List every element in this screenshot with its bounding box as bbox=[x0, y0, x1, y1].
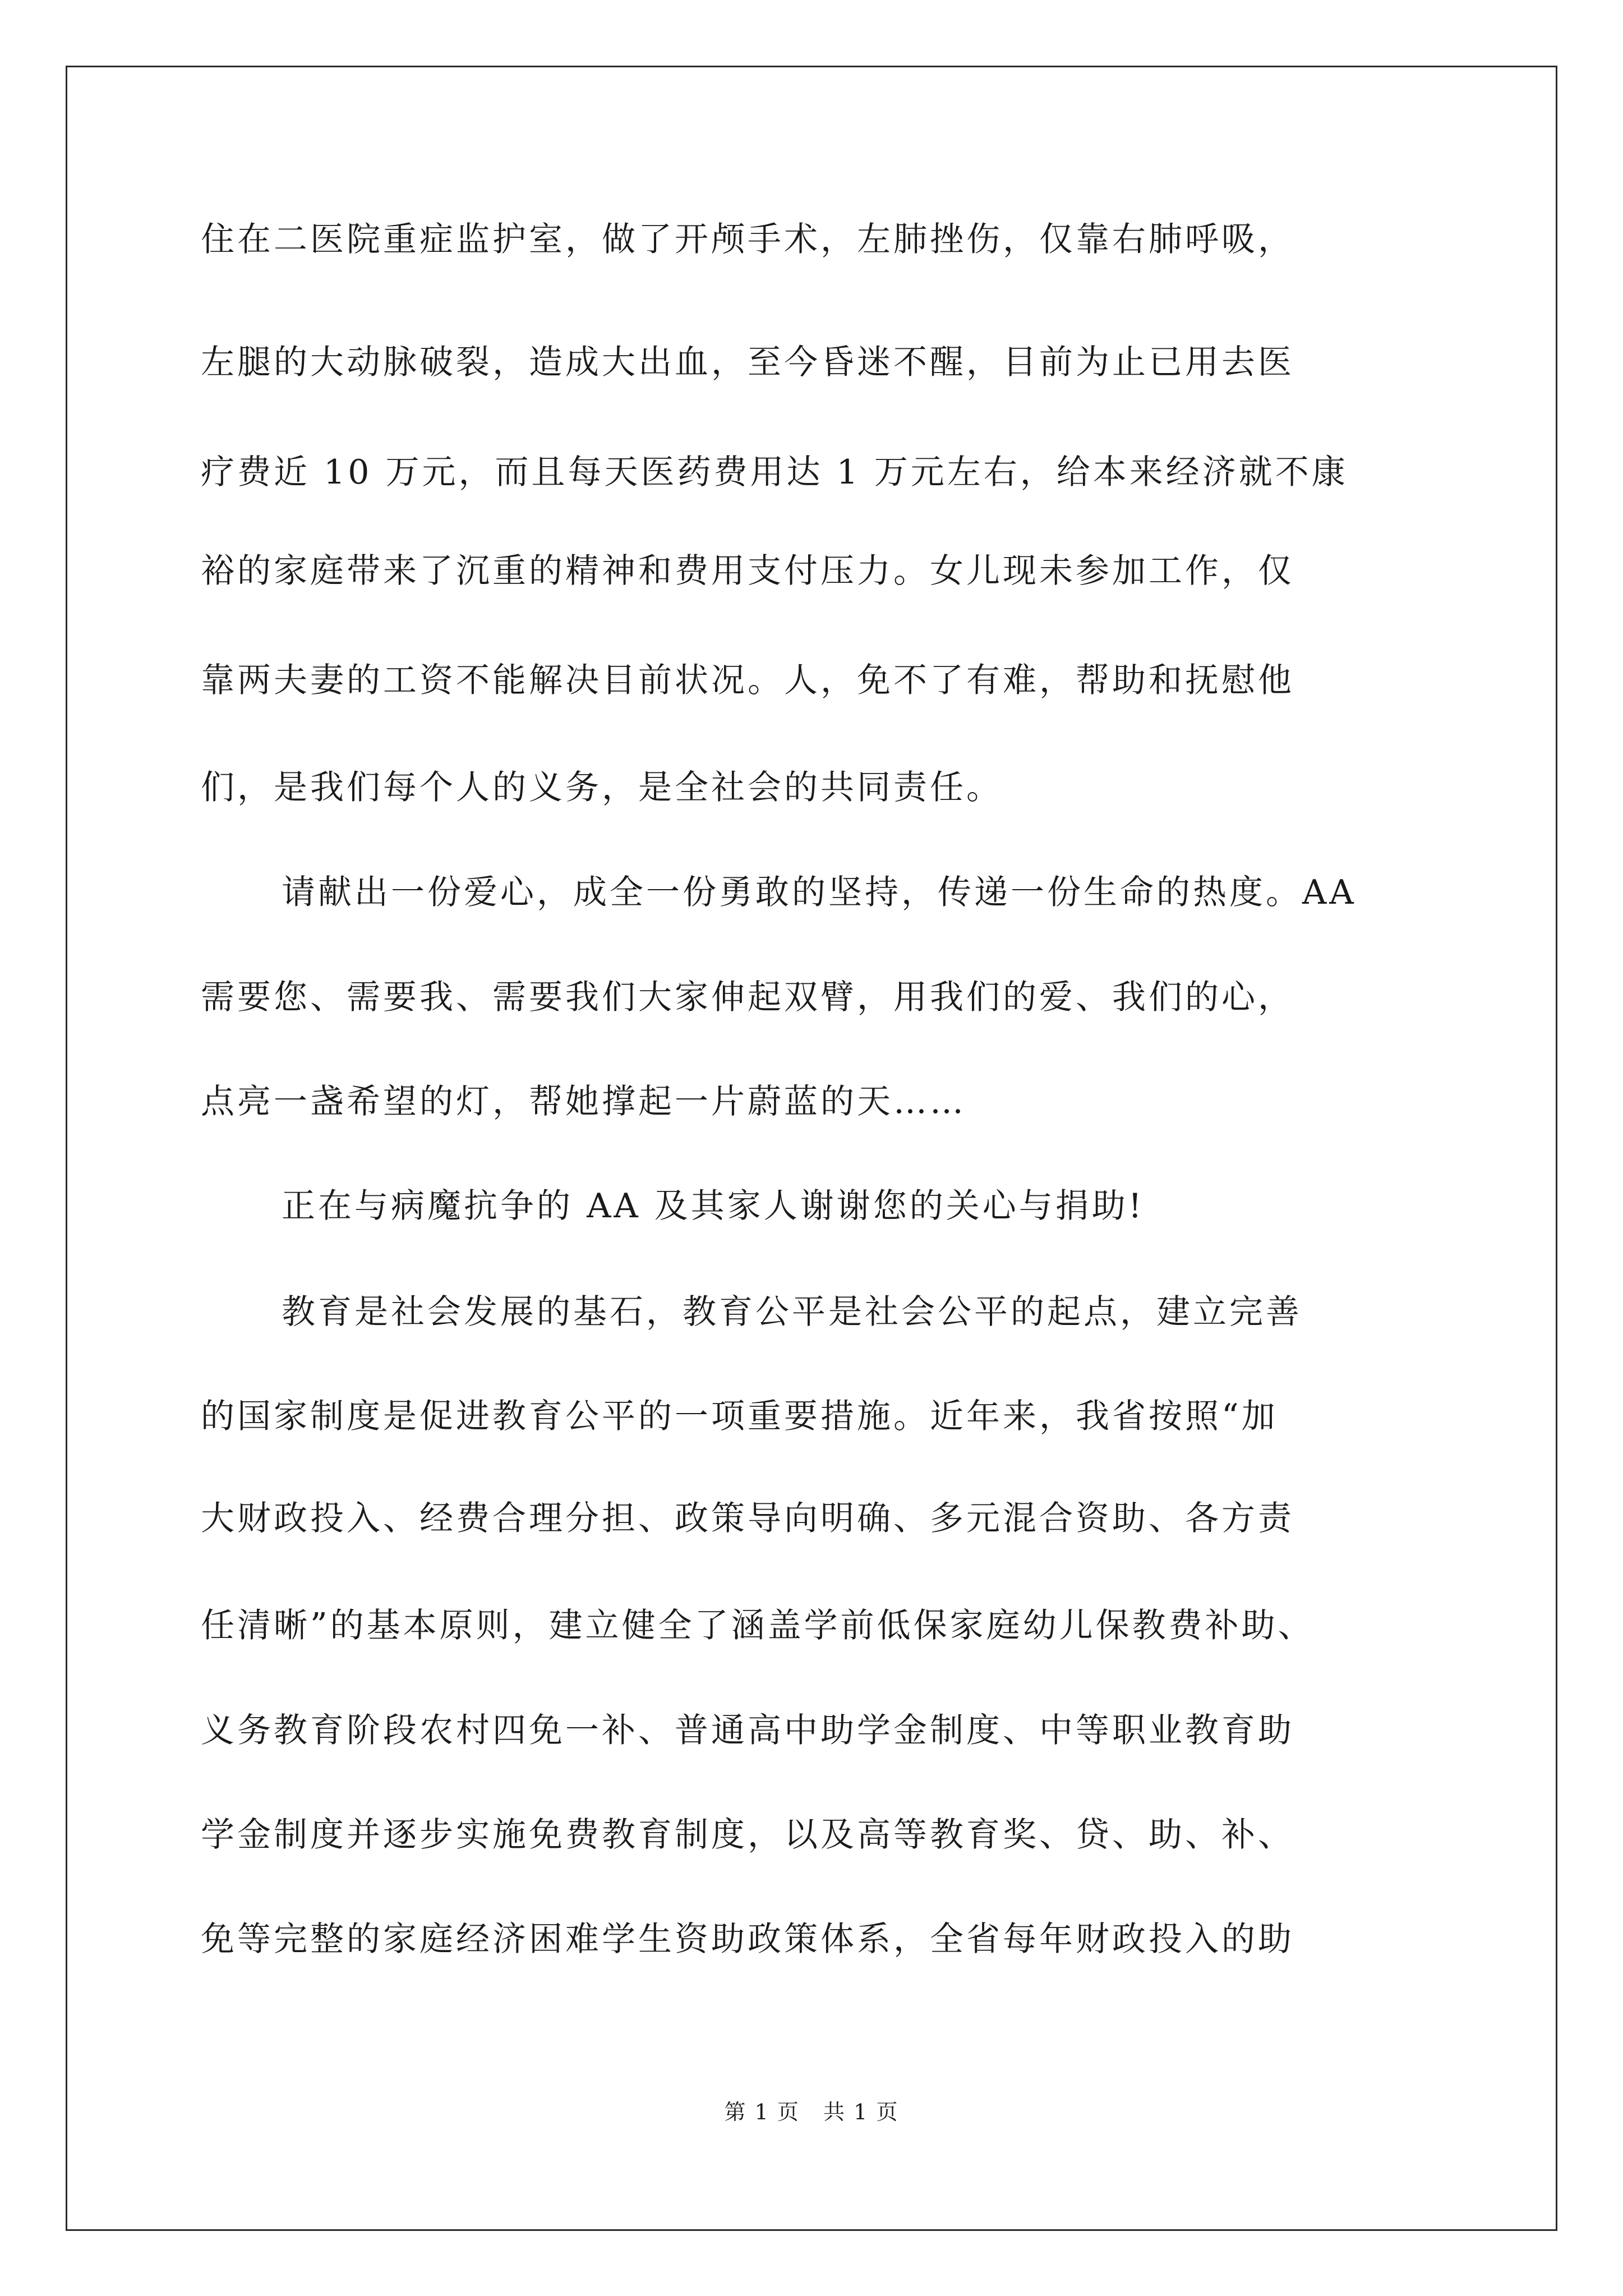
text-line: 需要您、需要我、需要我们大家伸起双臂，用我们的爱、我们的心， bbox=[201, 978, 1294, 1017]
text-line: 免等完整的家庭经济困难学生资助政策体系，全省每年财政投入的助 bbox=[201, 1920, 1294, 1959]
text-line: 的国家制度是促进教育公平的一项重要措施。近年来，我省按照“加 bbox=[201, 1397, 1278, 1436]
text-line: 裕的家庭带来了沉重的精神和费用支付压力。女儿现未参加工作，仅 bbox=[201, 551, 1294, 591]
text-line: 学金制度并逐步实施免费教育制度，以及高等教育奖、贷、助、补、 bbox=[201, 1815, 1294, 1855]
text-line: 任清晰”的基本原则，建立健全了涵盖学前低保家庭幼儿保教费补助、 bbox=[201, 1606, 1315, 1645]
text-line: 住在二医院重症监护室，做了开颅手术，左肺挫伤，仅靠右肺呼吸， bbox=[201, 220, 1294, 259]
text-line: 们，是我们每个人的义务，是全社会的共同责任。 bbox=[201, 768, 1003, 807]
page-border bbox=[66, 66, 1557, 2231]
text-line: 大财政投入、经费合理分担、政策导向明确、多元混合资助、各方责 bbox=[201, 1499, 1294, 1538]
text-line: 疗费近 10 万元，而且每天医药费用达 1 万元左右，给本来经济就不康 bbox=[201, 453, 1348, 492]
text-line: 教育是社会发展的基石，教育公平是社会公平的起点，建立完善 bbox=[282, 1292, 1302, 1332]
text-line: 请献出一份爱心，成全一份勇敢的坚持，传递一份生命的热度。AA bbox=[282, 873, 1357, 912]
text-line: 正在与病魔抗争的 AA 及其家人谢谢您的关心与捐助! bbox=[282, 1186, 1145, 1226]
text-line: 点亮一盏希望的灯，帮她撑起一片蔚蓝的天…… bbox=[201, 1082, 966, 1121]
page-footer: 第 1 页 共 1 页 bbox=[724, 2100, 899, 2124]
text-line: 靠两夫妻的工资不能解决目前状况。人，免不了有难，帮助和抚慰他 bbox=[201, 661, 1294, 700]
text-line: 义务教育阶段农村四免一补、普通高中助学金制度、中等职业教育助 bbox=[201, 1711, 1294, 1750]
text-line: 左腿的大动脉破裂，造成大出血，至今昏迷不醒，目前为止已用去医 bbox=[201, 343, 1294, 382]
